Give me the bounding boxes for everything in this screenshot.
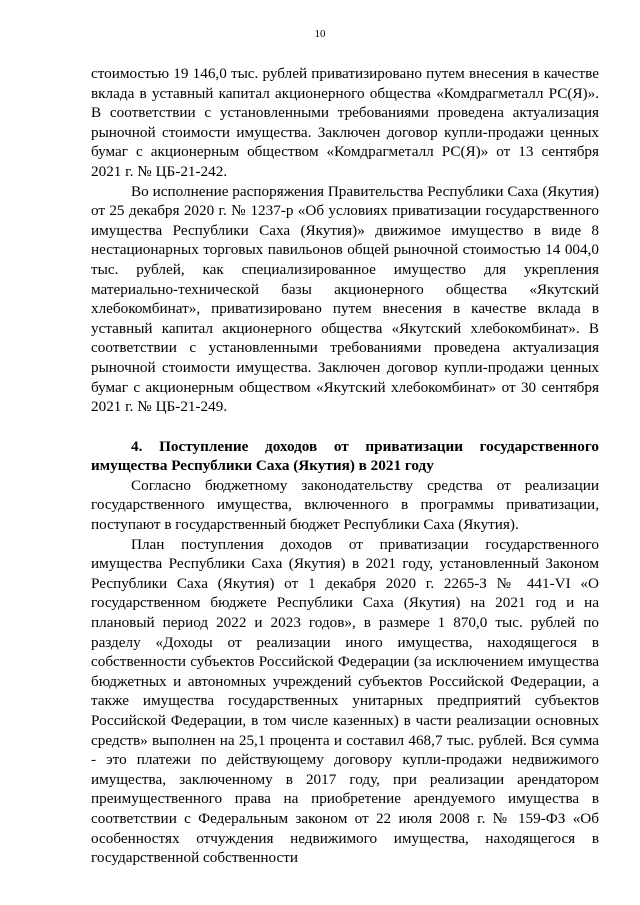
page-body [91, 64, 599, 868]
section-spacer [91, 417, 599, 437]
page-number: 10 [314, 28, 326, 40]
paragraph-bread-factory: Во исполнение распоряжения Правительства Республики Саха (Якутия) от 25 декабря 2020 г. № 1237-р «Об условиях приватизации государственного имущества Республики Саха (Якутия)» движимое имущество в виде 8 нестационарных торговых павильонов общей рыночной стоимостью 14 004,0 тыс. рублей, как специализированное имущество для укрепления материально-технической базы акционерного общества «Якутский хлебокомбинат», приватизировано путем внесения в качестве вклада в уставный капитал акционерного общества «Якутский хлебокомбинат». В соответствии с установленными требованиями проведена актуализация рыночной стоимости имущества. Заключен договор купли-продажи ценных бумаг с акционерным обществом «Якутский хлебокомбинат» от 30 сентября 2021 г. № ЦБ-21-249. [91, 182, 599, 416]
section-heading: 4. Поступление доходов от приватизации государственного имущества Республики Саха (Якутия) в 2021 году [91, 437, 599, 475]
paragraph-komdragmetall: стоимостью 19 146,0 тыс. рублей приватизировано путем внесения в качестве вклада в уставный капитал акционерного общества «Комдрагметалл РС(Я)». В соответствии с установленными требованиями проведена актуализация рыночной стоимости имущества. Заключен договор купли-продажи ценных бумаг с акционерным обществом «Комдрагметалл РС(Я)» от 13 сентября 2021 г. № ЦБ-21-242. [91, 65, 599, 180]
paragraph-budget-law: Согласно бюджетному законодательству средства от реализации государственного имущества, включенного в программы приватизации, поступают в государственный бюджет Республики Саха (Якутия). [91, 476, 599, 534]
paragraph-plan-income: План поступления доходов от приватизации государственного имущества Республики Саха (Якутия) в 2021 году, установленный Законом Республики Саха (Якутия) от 1 декабря 2020 г. 2265-З № 441-VI «О государственном бюджете Республики Саха (Якутия) на 2021 год и на плановый период 2022 и 2023 годов», в размере 1 870,0 тыс. рублей по разделу «Доходы от реализации иного имущества, находящегося в собственности субъектов Российской Федерации (за исключением имущества бюджетных и автономных учреждений субъектов Российской Федерации, а также имущества государственных унитарных предприятий субъектов Российской Федерации, в том числе казенных) в части реализации основных средств» выполнен на 25,1 процента и составил 468,7 тыс. рублей. Вся сумма - это платежи по действующему договору купли-продажи недвижимого имущества, заключенному в 2017 году, при реализации арендатором преимущественного права на приобретение арендуемого имущества в соответствии с Федеральным законом от 22 июля 2008 г. № 159-ФЗ «Об особенностях отчуждения недвижимого имущества, находящегося в государственной собственности [91, 535, 599, 867]
